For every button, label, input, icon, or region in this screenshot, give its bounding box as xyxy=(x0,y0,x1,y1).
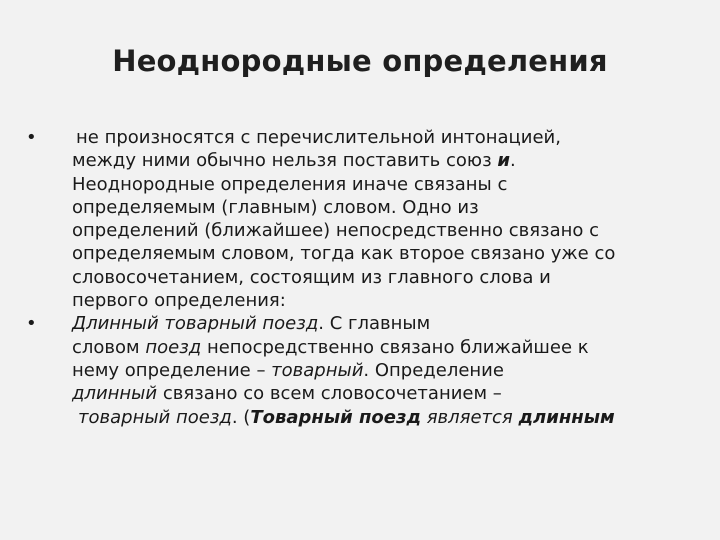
bullet-item-1 xyxy=(24,126,704,312)
text-line xyxy=(72,359,704,382)
text-span: словом xyxy=(72,336,146,358)
text-span: между ними обычно нельзя поставить союз xyxy=(72,150,498,172)
example-text: поезд xyxy=(145,336,202,358)
text-span: связано со всем словосочетанием – xyxy=(157,383,502,405)
text-span: . Определение xyxy=(363,359,504,381)
example-text: товарный xyxy=(271,359,364,381)
emphasis-text: длинным xyxy=(518,406,615,428)
text-line xyxy=(72,336,704,359)
text-span: нему определение – xyxy=(72,359,272,381)
text-line: словосочетанием, состоящим из главного слова и xyxy=(72,266,551,288)
text-line: первого определения: xyxy=(72,290,286,312)
text-span: . ( xyxy=(231,406,251,428)
emphasis-text: и xyxy=(497,150,510,172)
bullet-item-2 xyxy=(24,312,704,428)
text-line xyxy=(72,406,704,429)
text-line xyxy=(72,149,704,172)
text-line: определений (ближайшее) непосредственно связано с xyxy=(72,220,600,242)
example-text: товарный поезд xyxy=(78,406,232,428)
example-text: длинный xyxy=(72,383,158,405)
text-span: . xyxy=(510,150,516,172)
example-text: является xyxy=(420,406,519,428)
bullet-marker: • xyxy=(26,127,37,148)
text-span: непосредственно связано ближайшее к xyxy=(201,336,589,358)
text-line: Неоднородные определения иначе связаны с xyxy=(72,173,508,195)
text-line: определяемым (главным) словом. Одно из xyxy=(72,196,479,218)
bullet-list xyxy=(24,126,704,429)
emphasis-text: Товарный поезд xyxy=(250,406,421,428)
text-span: . С главным xyxy=(318,313,431,335)
example-text: Длинный товарный поезд xyxy=(72,313,319,335)
text-line: определяемым словом, тогда как второе связано уже со xyxy=(72,243,616,265)
bullet-marker: • xyxy=(26,313,37,335)
text-line: не произносятся с перечислительной интонацией, xyxy=(76,127,561,148)
slide-title: Неоднородные определения xyxy=(112,44,608,78)
text-line xyxy=(72,382,704,405)
text-line xyxy=(72,312,704,335)
